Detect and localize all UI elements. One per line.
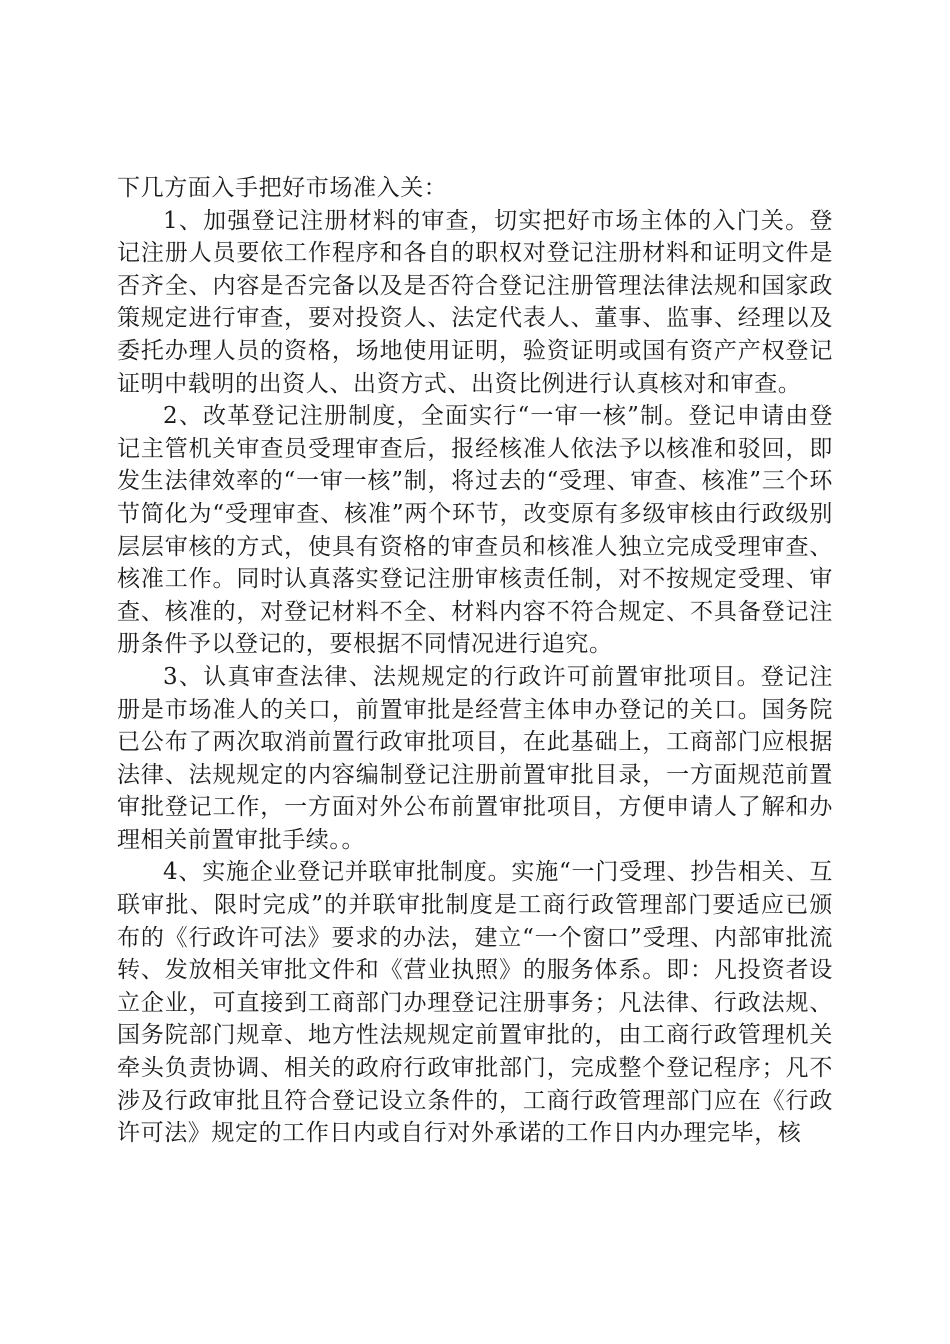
paragraph-item-1: 1、加强登记注册材料的审查，切实把好市场主体的入门关。登记注册人员要依工作程序和各自的职权对登记注册材料和证明文件是否齐全、内容是否完备以及是否符合登记注册管理法律法规和国家政策规定进行审查，要对投资人、法定代表人、董事、监事、经理以及委托办理人员的资格，场地使用证明，验资证明或国有资产产权登记证明中载明的出资人、出资方式、出资比例进行认真核对和审查。: [117, 207, 833, 397]
paragraph-item-3: 3、认真审查法律、法规规定的行政许可前置审批项目。登记注册是市场准人的关口，前置审批是经营主体申办登记的关口。国务院已公布了两次取消前置行政审批项目，在此基础上，工商部门应根据法律、法规规定的内容编制登记注册前置审批目录，一方面规范前置审批登记工作，一方面对外公布前置审批项目，方便申请人了解和办理相关前置审批手续。。: [117, 663, 833, 853]
document-body: [117, 172, 833, 1150]
paragraph-intro: 下几方面入手把好市场准入关：: [117, 175, 448, 201]
paragraph-item-2: 2、改革登记注册制度，全面实行“一审一核”制。登记申请由登记主管机关审查员受理审查后，报经核准人依法予以核准和驳回，即发生法律效率的“一审一核”制，将过去的“受理、审查、核准”三个环节简化为“受理审查、核准”两个环节，改变原有多级审核由行政级别层层审核的方式，使具有资格的审查员和核准人独立完成受理审查、核准工作。同时认真落实登记注册审核责任制，对不按规定受理、审查、核准的，对登记材料不全、材料内容不符合规定、不具备登记注册条件予以登记的，要根据不同情况进行追究。: [117, 403, 833, 658]
paragraph-item-4: 4、实施企业登记并联审批制度。实施“一门受理、抄告相关、互联审批、限时完成”的并联审批制度是工商行政管理部门要适应已颁布的《行政许可法》要求的办法，建立“一个窗口”受理、内部审批流转、发放相关审批文件和《营业执照》的服务体系。即：凡投资者设立企业，可直接到工商部门办理登记注册事务；凡法律、行政法规、国务院部门规章、地方性法规规定前置审批的，由工商行政管理机关牵头负责协调、相关的政府行政审批部门，完成整个登记程序；凡不涉及行政审批且符合登记设立条件的，工商行政管理部门应在《行政许可法》规定的工作日内或自行对外承诺的工作日内办理完毕，核: [117, 859, 833, 1147]
